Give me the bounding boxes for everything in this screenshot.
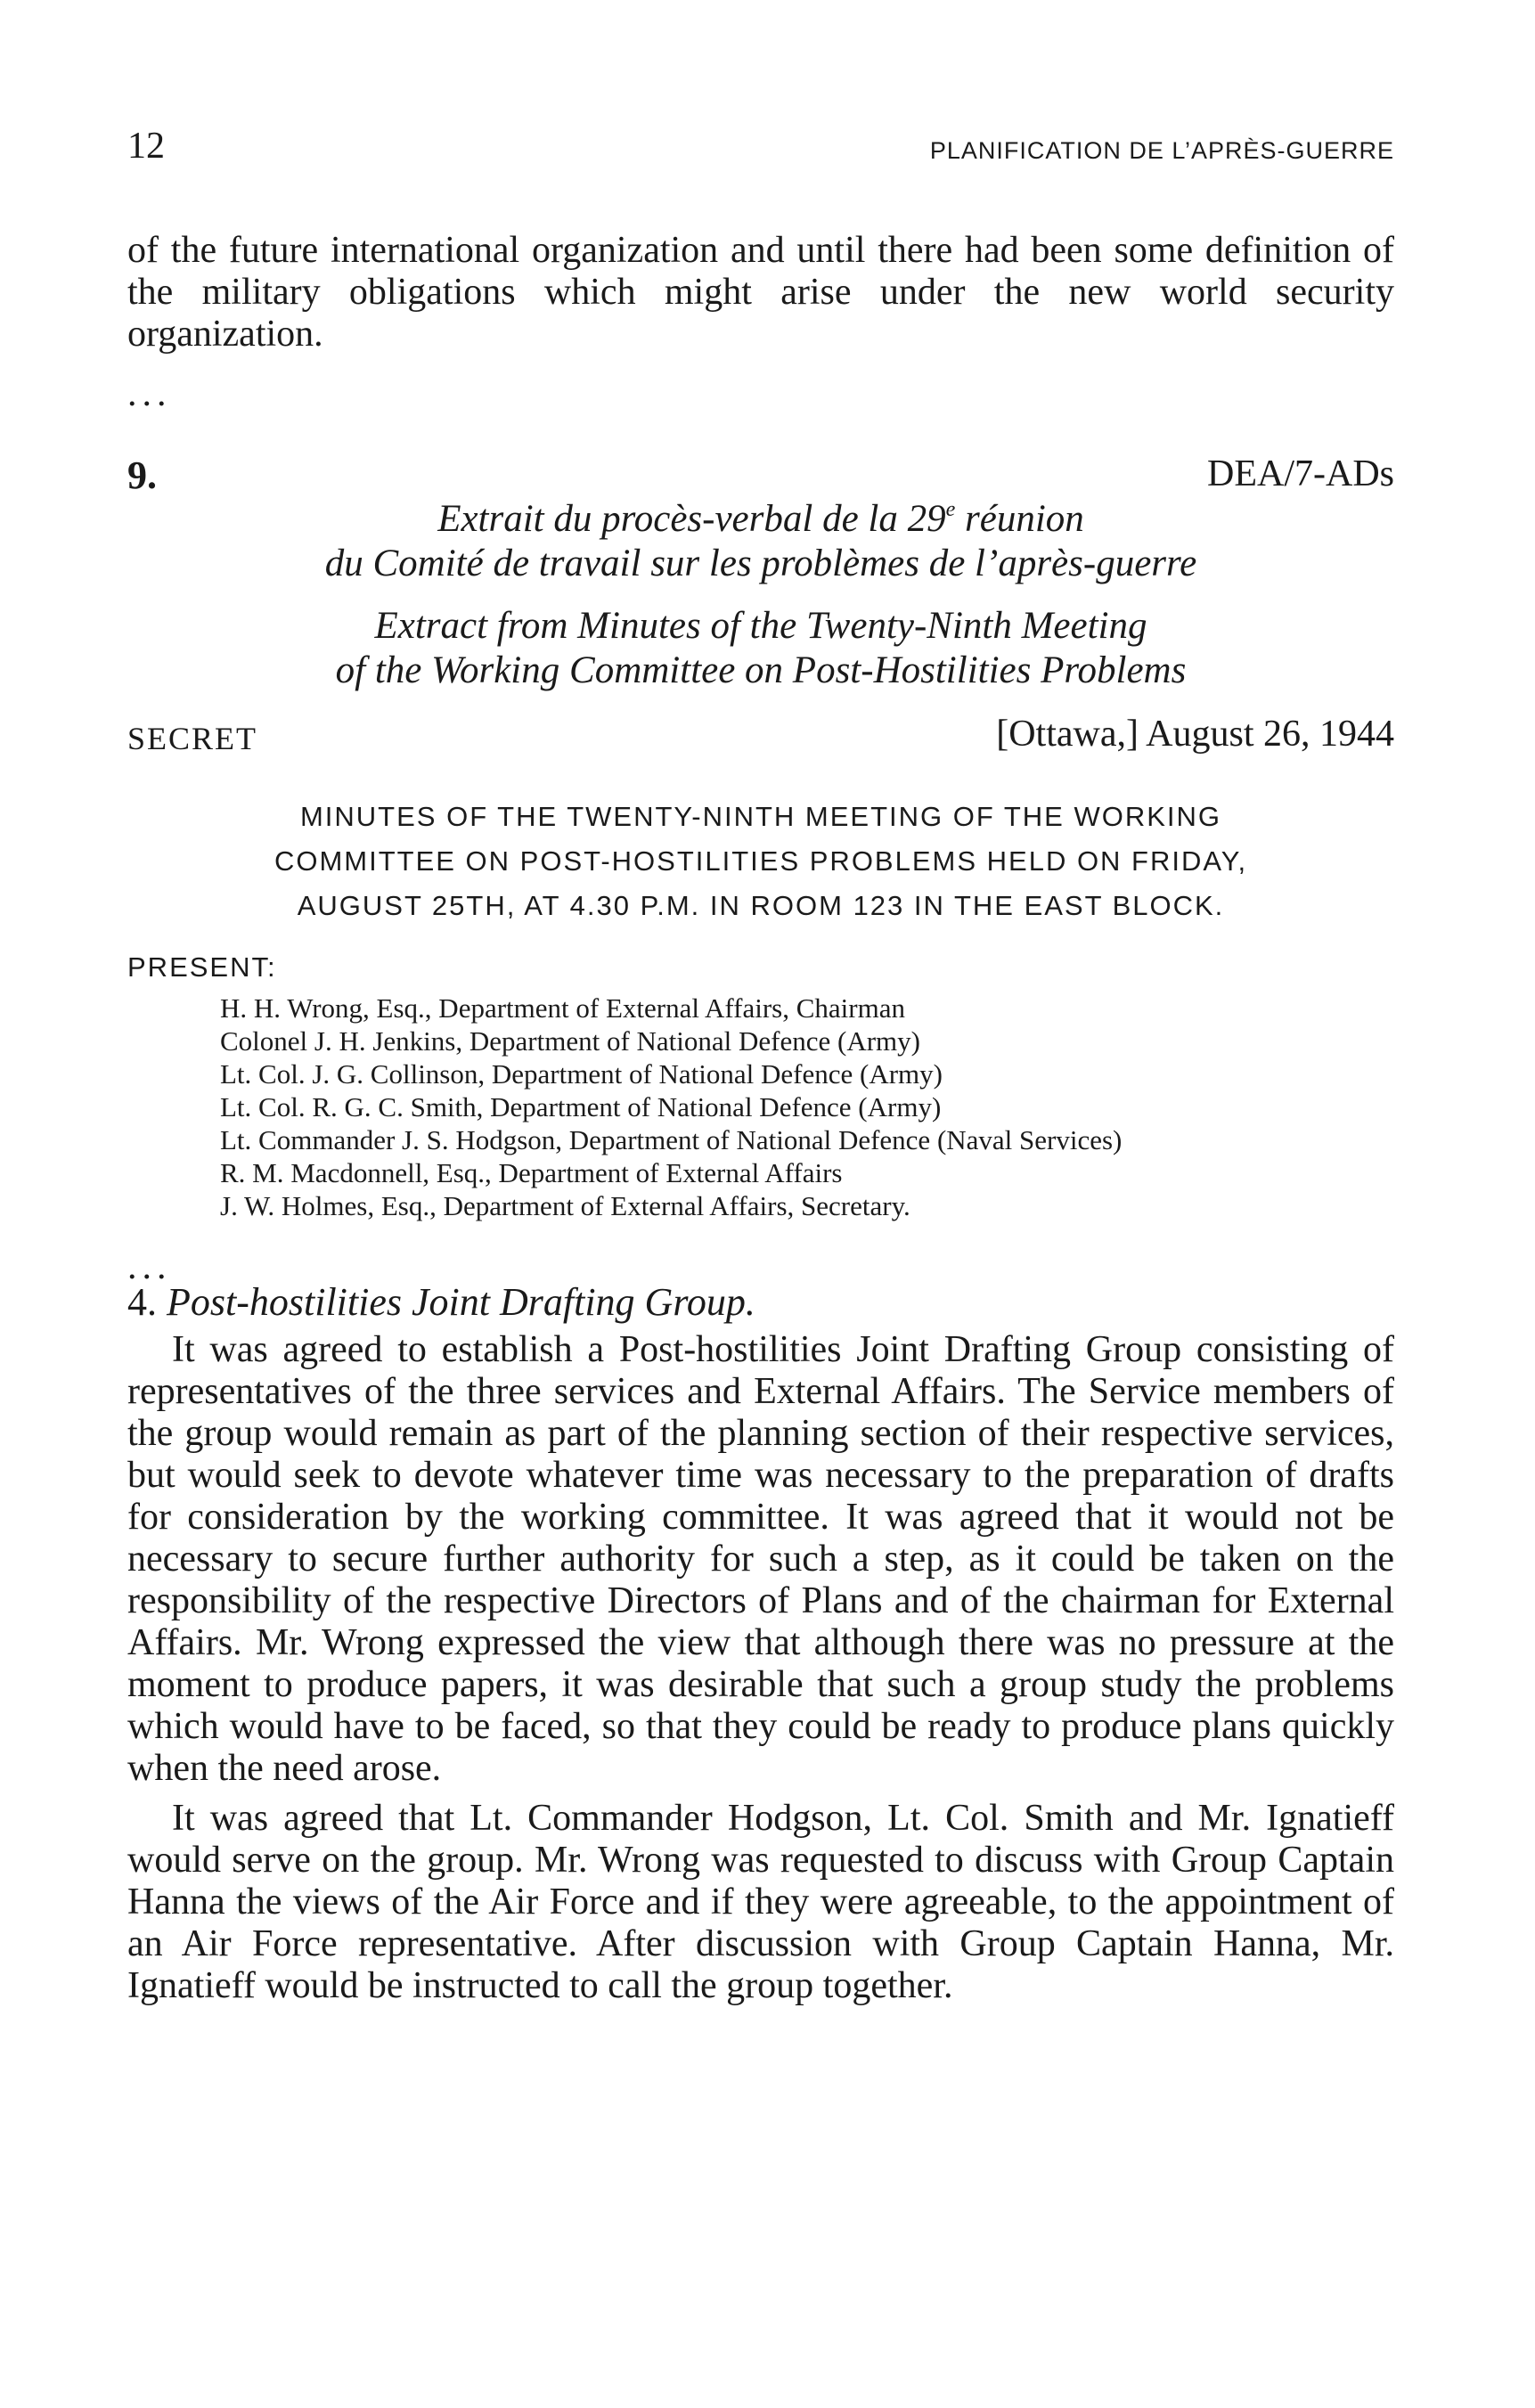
- document-reference: DEA/7-ADs: [1207, 453, 1394, 494]
- section-title: Post-hostilities Joint Drafting Group.: [167, 1280, 755, 1324]
- attendee-item: Colonel J. H. Jenkins, Department of National Defence (Army): [220, 1025, 920, 1057]
- running-head: PLANIFICATION DE L’APRÈS-GUERRE: [929, 137, 1394, 164]
- title-fr-line-1: Extrait du procès-verbal de la 29e réunion: [437, 498, 1084, 540]
- body-paragraph: It was agreed to establish a Post-hostilities Joint Drafting Group consisting of representatives of the three services and External Affairs. The Service members of the group would remain as part of the planning section of their respective services, but would seek to devote whatever time was necessary to the preparation of drafts for consideration by the working committee. It was agreed that it would not be necessary to secure further authority for such a step, as it could be taken on the responsibility of the respective Directors of Plans and of the chairman for External Affairs. Mr. Wrong expressed the view that although there was no pressure at the moment to produce papers, it was desirable that such a group study the problems which would have to be faced, so that they could be ready to produce plans quickly when the need arose.: [127, 1329, 1394, 1789]
- title-en-line-2: of the Working Committee on Post-Hostilities Problems: [335, 649, 1187, 691]
- minutes-heading-line: AUGUST 25TH, AT 4.30 P.M. IN ROOM 123 IN THE EAST BLOCK.: [297, 890, 1225, 921]
- title-fr-line-2: du Comité de travail sur les problèmes de l’après-guerre: [324, 543, 1197, 584]
- classification-label: SECRET: [127, 721, 258, 756]
- place-date: [Ottawa,] August 26, 1944: [996, 714, 1394, 755]
- minutes-heading-line: MINUTES OF THE TWENTY-NINTH MEETING OF THE WORKING: [299, 801, 1222, 832]
- present-label: PRESENT:: [127, 951, 277, 983]
- attendee-item: Lt. Col. J. G. Collinson, Department of National Defence (Army): [220, 1058, 943, 1090]
- attendee-item: J. W. Holmes, Esq., Department of External Affairs, Secretary.: [220, 1190, 910, 1221]
- body-paragraph: It was agreed that Lt. Commander Hodgson, Lt. Col. Smith and Mr. Ignatieff would serve on the group. Mr. Wrong was requested to discuss with Group Captain Hanna the views of the Air Force and if they were agreeable, to the appointment of an Air Force representative. After discussion with Group Captain Hanna, Mr. Ignatieff would be instructed to call the group together.: [127, 1798, 1394, 2006]
- attendee-item: Lt. Col. R. G. C. Smith, Department of National Defence (Army): [220, 1091, 942, 1122]
- minutes-heading: [127, 795, 1394, 928]
- attendee-list: [220, 992, 1122, 1222]
- document-title-french: [127, 497, 1394, 586]
- document-number: 9.: [127, 453, 157, 497]
- document-title-english: [127, 604, 1394, 693]
- section-number: 4.: [127, 1280, 157, 1324]
- continued-text: of the future international organization and until there had been some definition of the military obligations which might arise under the new world security organization.: [127, 230, 1394, 355]
- page-number: 12: [127, 126, 165, 167]
- attendee-item: Lt. Commander J. S. Hodgson, Department of National Defence (Naval Services): [220, 1124, 1123, 1155]
- attendee-item: R. M. Macdonnell, Esq., Department of External Affairs: [220, 1157, 843, 1188]
- title-en-line-1: Extract from Minutes of the Twenty-Ninth Meeting: [374, 605, 1147, 647]
- ordinal-superscript: e: [945, 498, 956, 521]
- minutes-heading-line: COMMITTEE ON POST-HOSTILITIES PROBLEMS HELD ON FRIDAY,: [274, 845, 1248, 877]
- attendee-item: H. H. Wrong, Esq., Department of External Affairs, Chairman: [220, 992, 905, 1024]
- ellipsis: ...: [127, 1246, 172, 1287]
- section-heading: [127, 1279, 755, 1325]
- ellipsis: ...: [127, 373, 172, 414]
